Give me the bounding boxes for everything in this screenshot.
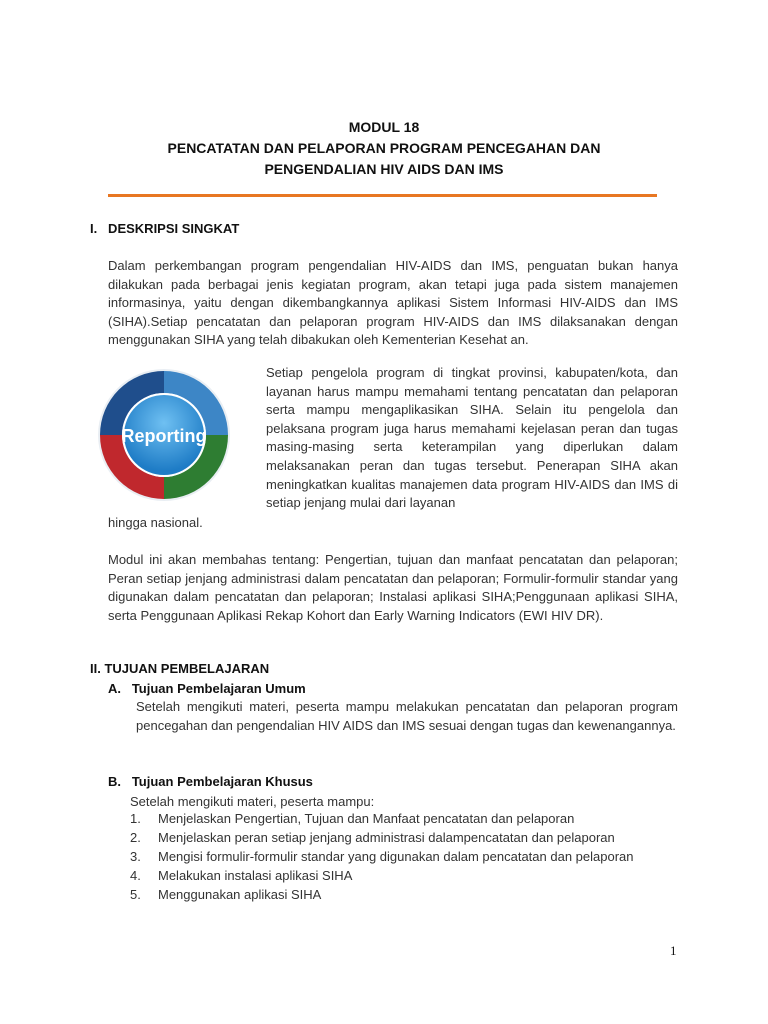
list-text: Menjelaskan Pengertian, Tujuan dan Manfaat pencatatan dan pelaporan (158, 811, 575, 826)
module-number: MODUL 18 (348, 119, 420, 135)
list-number: 1. (130, 811, 141, 826)
list-item (130, 849, 690, 868)
reporting-label: Reporting (121, 426, 207, 446)
list-number: 3. (130, 849, 141, 864)
list-number: 5. (130, 887, 141, 902)
section1-paragraph3: Modul ini akan membahas tentang: Pengertian, tujuan dan manfaat pencatatan dan pelaporan; Peran setiap jenjang administrasi dalam pencatatan dan pelaporan; Formulir-formulir standar yang digunakan dalam pencatatan dan pelaporan; Instalasi aplikasi SIHA;Penggunaan aplikasi SIHA, serta Penggunaan Aplikasi Rekap Kohort dan Early Warning Indicators (EWI HIV DR). (108, 552, 678, 623)
list-text: Melakukan instalasi aplikasi SIHA (158, 868, 353, 883)
title-divider (108, 194, 657, 197)
section1-paragraph2: Setiap pengelola program di tingkat provinsi, kabupaten/kota, dan layanan harus mampu memahami tentang pencatatan dan pelaporan serta mampu mengaplikasikan SIHA. Selain itu pengelola dan pelaksana program juga harus memahami kejelasan peran dan tugas masing-masing serta keterampilan yang diperlukan dalam melaksanakan peran dan tugas tersebut. Penerapan SIHA akan meningkatkan kualitas manajemen data program HIV-AIDS dan IMS di setiap jenjang mulai dari layanan (266, 365, 678, 511)
list-number: 4. (130, 868, 141, 883)
list-item (130, 830, 690, 849)
section1-paragraph1: Dalam perkembangan program pengendalian HIV-AIDS dan IMS, penguatan bukan hanya dilakukan pada berbagai jenis kegiatan program, akan tetapi juga pada sistem manajemen informasinya, yaitu dengan dikembangkannya aplikasi Sistem Informasi HIV-AIDS dan IMS (SIHA).Setiap pencatatan dan pelaporan program HIV-AIDS dan IMS dilaksanakan dengan menggunakan SIHA yang telah dibakukan oleh Kementerian Kesehat an. (108, 258, 678, 348)
subsection-a-heading: A. Tujuan Pembelajaran Umum (108, 681, 306, 696)
reporting-ring-icon (96, 367, 232, 503)
section1-heading: I. DESKRIPSI SINGKAT (90, 221, 240, 236)
page-number: 1 (670, 943, 677, 958)
module-title-line2: PENGENDALIAN HIV AIDS DAN IMS (264, 161, 504, 177)
list-number: 2. (130, 830, 141, 845)
reporting-figure (96, 367, 232, 503)
section2-heading: II. TUJUAN PEMBELAJARAN (90, 661, 270, 676)
list-item (130, 887, 690, 906)
list-item (130, 811, 690, 830)
list-text: Menggunakan aplikasi SIHA (158, 887, 322, 902)
subsection-a-text: Setelah mengikuti materi, peserta mampu melakukan pencatatan dan pelaporan program pencegahan dan pengendalian HIV AIDS dan IMS sesuai dengan tugas dan kewenangannya. (136, 699, 678, 733)
module-title-line1: PENCATATAN DAN PELAPORAN PROGRAM PENCEGAHAN DAN (167, 140, 601, 156)
subsection-b-heading: B. Tujuan Pembelajaran Khusus (108, 774, 313, 789)
objectives-list (130, 811, 690, 906)
list-text: Mengisi formulir-formulir standar yang digunakan dalam pencatatan dan pelaporan (158, 849, 634, 864)
list-item (130, 868, 690, 887)
section1-paragraph2-tail: hingga nasional. (108, 515, 203, 530)
subsection-b-intro: Setelah mengikuti materi, peserta mampu: (130, 794, 375, 809)
list-text: Menjelaskan peran setiap jenjang administrasi dalampencatatan dan pelaporan (158, 830, 615, 845)
